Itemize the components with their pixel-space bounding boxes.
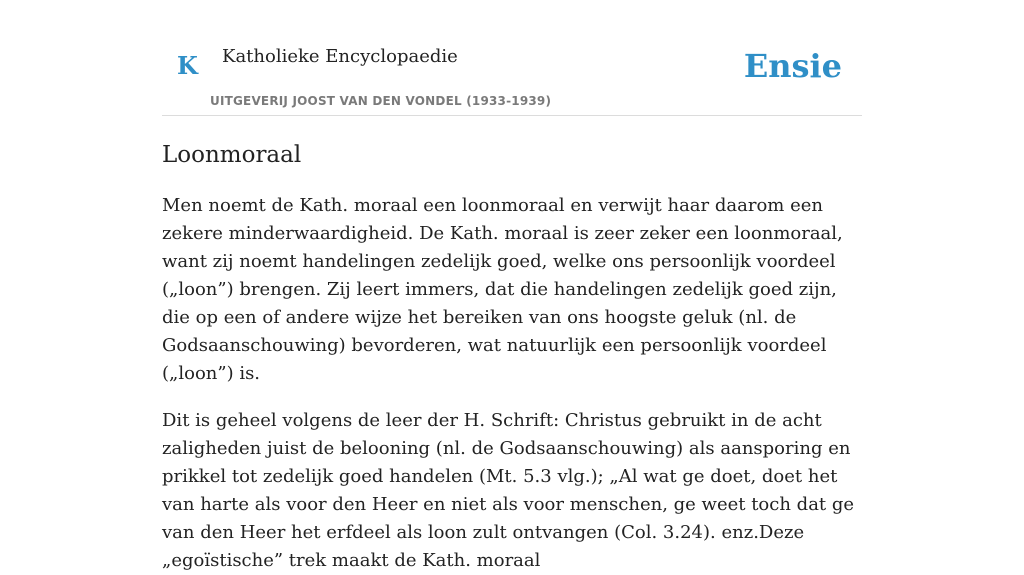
publisher-subtitle: UITGEVERIJ JOOST VAN DEN VONDEL (1933-1939) — [210, 94, 552, 108]
article — [162, 142, 862, 575]
ensie-brand-link[interactable]: Ensie — [743, 47, 842, 85]
site-header — [162, 0, 862, 116]
site-title-link[interactable]: Katholieke Encyclopaedie — [222, 46, 458, 67]
encyclopedia-logo[interactable]: K — [177, 51, 198, 80]
page — [162, 0, 862, 575]
article-paragraph: Men noemt de Kath. moraal een loonmoraal en verwijt haar daarom een zekere minderwaardigheid. De Kath. moraal is zeer zeker een loonmoraal, want zij noemt handelingen zedelijk goed, welke ons persoonlijk voordeel („loon”) brengen. Zij leert immers, dat die handelingen zedelijk goed zijn, die op een of andere wijze het bereiken van ons hoogste geluk (nl. de Godsaanschouwing) bevorderen, wat natuurlijk een persoonlijk voordeel („loon”) is. — [162, 194, 843, 384]
article-title: Loonmoraal — [162, 142, 302, 168]
article-paragraph: Dit is geheel volgens de leer der H. Schrift: Christus gebruikt in de acht zaligheden juist de belooning (nl. de Godsaanschouwing) als aansporing en prikkel tot zedelijk goed handelen (Mt. 5.3 vlg.); „Al wat ge doet, doet het van harte als voor den Heer en niet als voor menschen, ge weet toch dat ge van den Heer het erfdeel als loon zult ontvangen (Col. 3.24). enz.Deze „egoïstische” trek maakt de Kath. moraal — [162, 409, 855, 571]
